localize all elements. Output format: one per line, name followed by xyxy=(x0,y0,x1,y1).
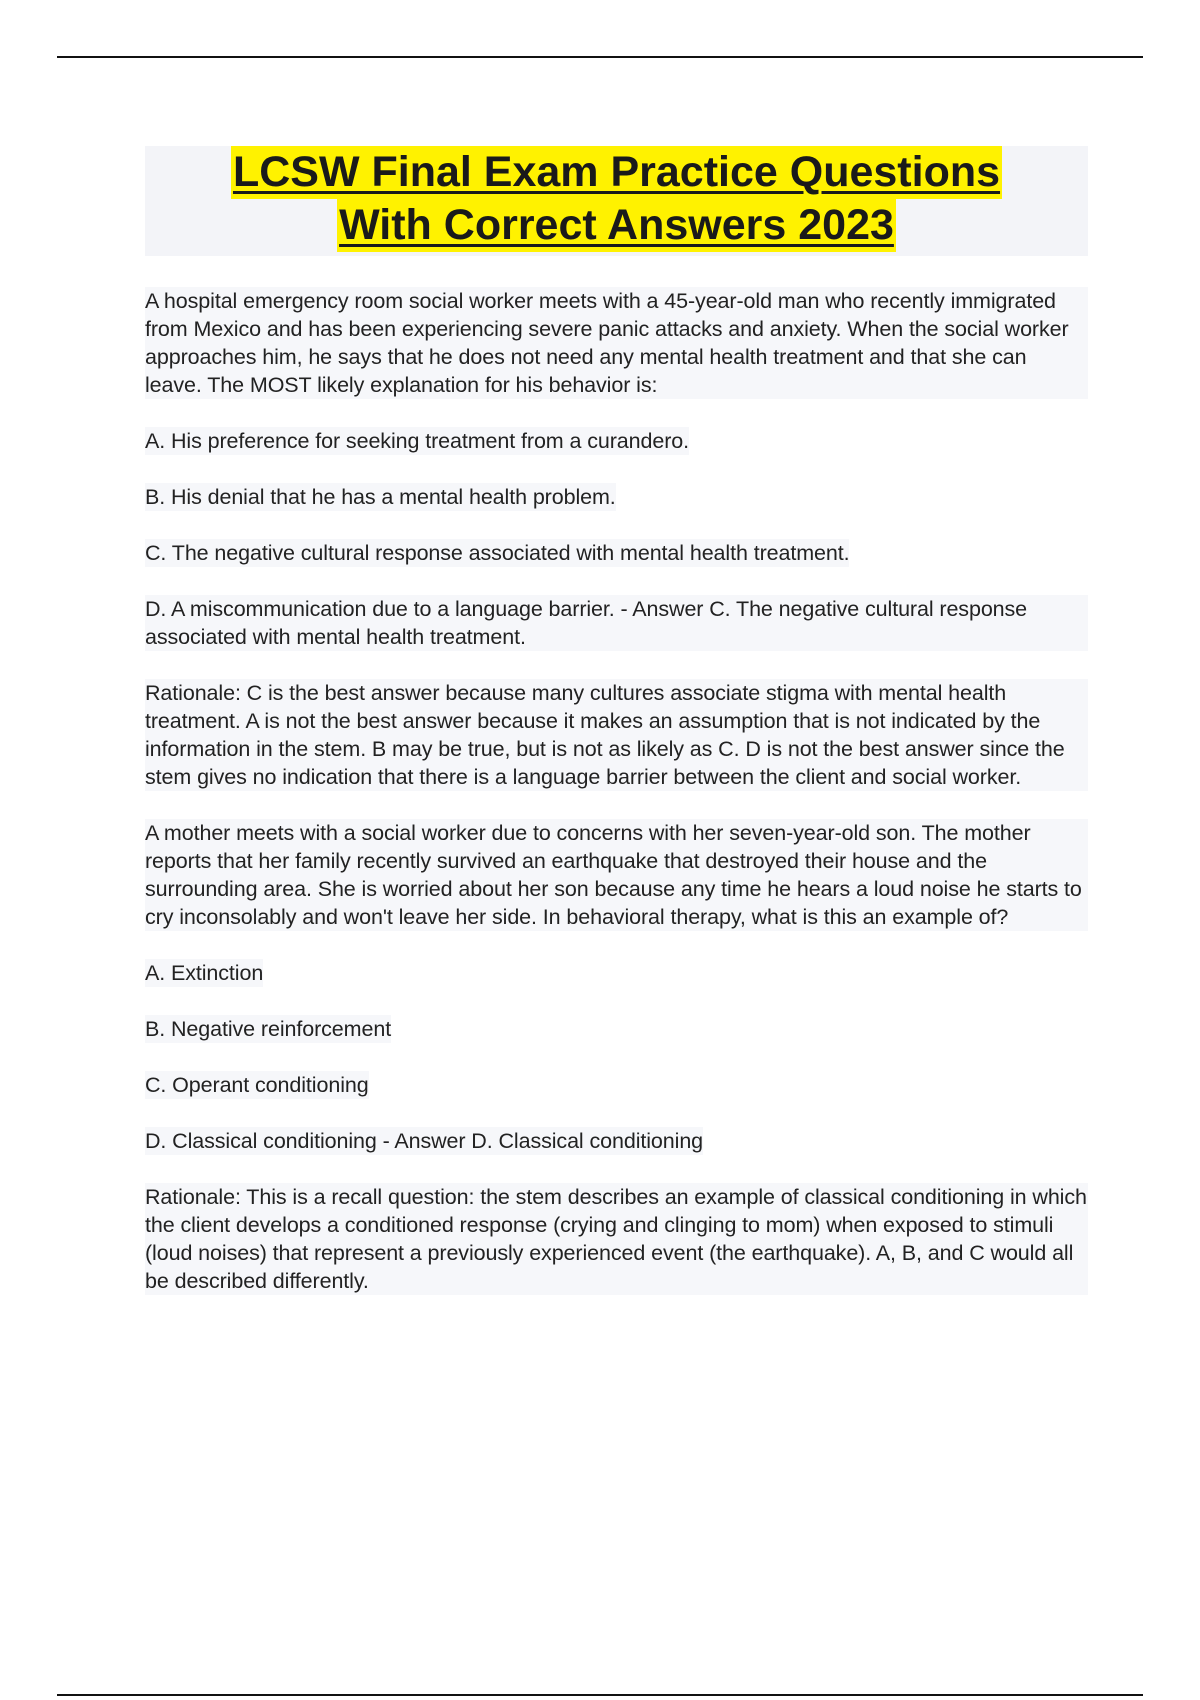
bottom-rule xyxy=(57,1694,1143,1696)
page-title-line2: With Correct Answers 2023 xyxy=(337,199,896,252)
question1-option-b: B. His denial that he has a mental health problem. xyxy=(145,485,616,509)
question2-stem: A mother meets with a social worker due to concerns with her seven-year-old son. The mother reports that her family recently survived an earthquake that destroyed their house and the surrounding area. She is worried about her son because any time he hears a loud noise he starts to cry inconsolably and won't leave her side. In behavioral therapy, what is this an example of? xyxy=(145,819,1088,931)
question1-option-a-row xyxy=(145,427,1088,455)
question2-option-a: A. Extinction xyxy=(145,961,264,985)
page-title-line1: LCSW Final Exam Practice Questions xyxy=(231,146,1002,199)
question1-option-c: C. The negative cultural response associated with mental health treatment. xyxy=(145,541,850,565)
top-rule xyxy=(57,56,1143,58)
question1-stem: A hospital emergency room social worker meets with a 45-year-old man who recently immigrated from Mexico and has been experiencing severe panic attacks and anxiety. When the social worker approaches him, he says that he does not need any mental health treatment and that she can leave. The MOST likely explanation for his behavior is: xyxy=(145,287,1088,399)
question2-option-b: B. Negative reinforcement xyxy=(145,1017,392,1041)
question2-stem-row xyxy=(145,819,1088,931)
question1-option-c-row xyxy=(145,539,1088,567)
question1-option-b-row xyxy=(145,483,1088,511)
question2-option-d-answer: D. Classical conditioning - Answer D. Classical conditioning xyxy=(145,1129,704,1153)
question1-option-a: A. His preference for seeking treatment from a curandero. xyxy=(145,429,689,453)
question1-stem-row xyxy=(145,287,1088,399)
question2-rationale: Rationale: This is a recall question: the stem describes an example of classical conditioning in which the client develops a conditioned response (crying and clinging to mom) when exposed to stimuli (loud noises) that represent a previously experienced event (the earthquake). A, B, and C would all be described differently. xyxy=(145,1185,1087,1293)
question2-option-c-row xyxy=(145,1071,1088,1099)
question2-answer-row xyxy=(145,1127,1088,1155)
question1-answer-row xyxy=(145,595,1088,651)
title-block xyxy=(145,146,1088,256)
question2-option-b-row xyxy=(145,1015,1088,1043)
question1-option-d-answer: D. A miscommunication due to a language barrier. - Answer C. The negative cultural response associated with mental health treatment. xyxy=(145,595,1088,651)
question2-rationale-row xyxy=(145,1183,1088,1295)
question1-rationale-row xyxy=(145,679,1088,791)
question2-option-c: C. Operant conditioning xyxy=(145,1073,369,1097)
question1-rationale: Rationale: C is the best answer because many cultures associate stigma with mental health treatment. A is not the best answer because it makes an assumption that is not indicated by the information in the stem. B may be true, but is not as likely as C. D is not the best answer since the stem gives no indication that there is a language barrier between the client and social worker. xyxy=(145,679,1088,791)
question2-option-a-row xyxy=(145,959,1088,987)
document-body xyxy=(145,287,1088,1323)
